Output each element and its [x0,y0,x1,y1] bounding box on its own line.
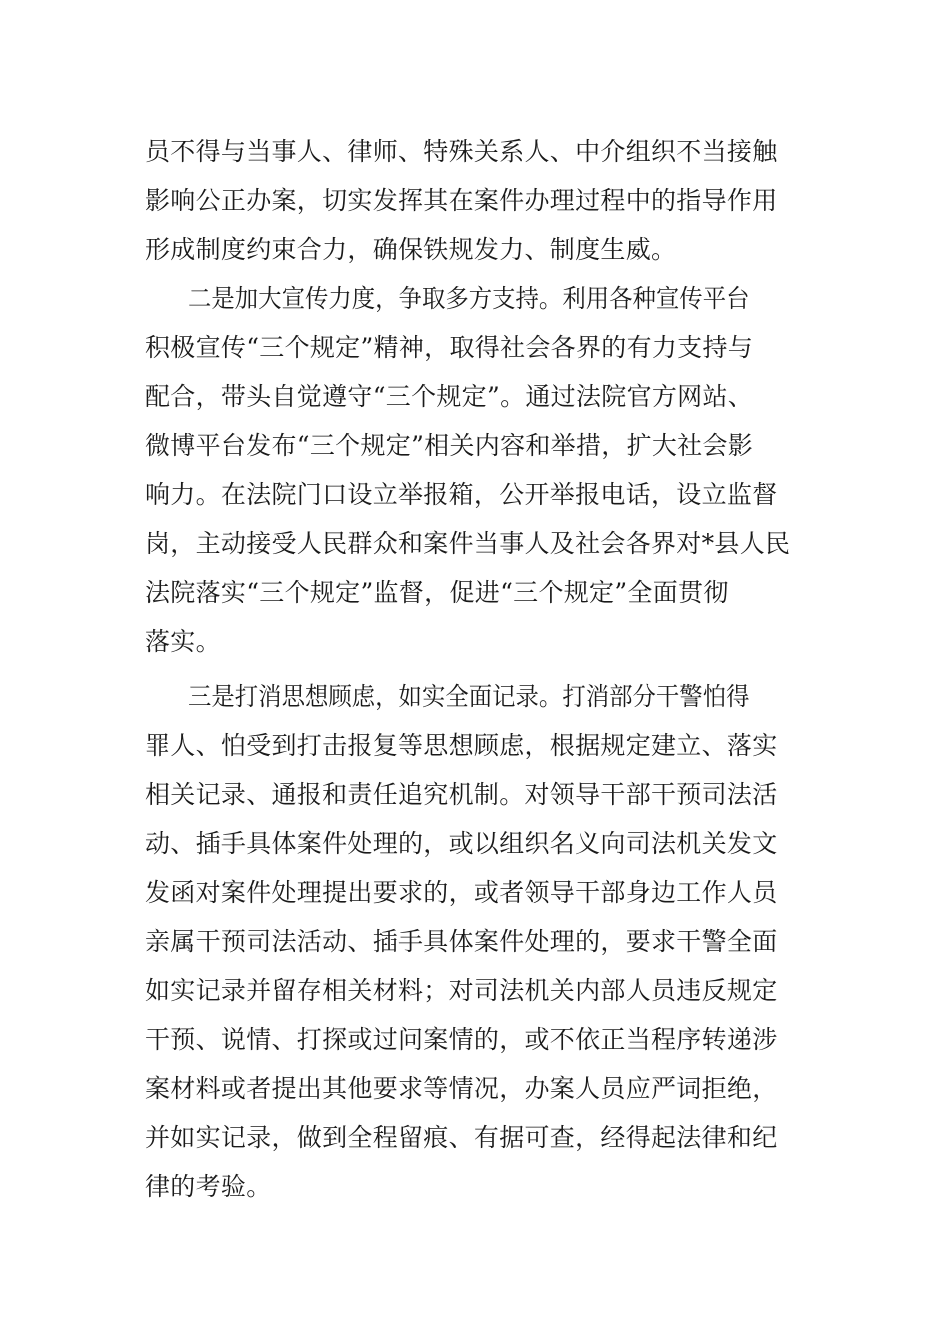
text-line: 岗，主动接受人民群众和案件当事人及社会各界对*县人民 [145,529,791,558]
text-line: 形成制度约束合力，确保铁规发力、制度生威。 [145,235,677,264]
text-line: 配合，带头自觉遵守“三个规定”。通过法院官方网站、 [145,382,754,411]
text-line: 如实记录并留存相关材料；对司法机关内部人员违反规定 [145,976,778,1005]
paragraph-start-line: 三是打消思想顾虑，如实全面记录。打消部分干警怕得 [188,682,750,711]
text-line: 落实。 [145,627,221,656]
text-line: 案材料或者提出其他要求等情况，办案人员应严词拒绝， [145,1074,778,1103]
text-line: 发函对案件处理提出要求的，或者领导干部身边工作人员 [145,878,778,907]
text-line: 微博平台发布“三个规定”相关内容和举措，扩大社会影 [145,431,754,460]
text-line: 并如实记录，做到全程留痕、有据可查，经得起法律和纪 [145,1123,778,1152]
paragraph-start-line: 二是加大宣传力度，争取多方支持。利用各种宣传平台 [188,284,750,313]
text-line: 响力。在法院门口设立举报箱，公开举报电话，设立监督 [145,480,778,509]
text-line: 影响公正办案，切实发挥其在案件办理过程中的指导作用 [145,186,778,215]
text-line: 干预、说情、打探或过问案情的，或不依正当程序转递涉 [145,1025,778,1054]
text-line: 罪人、怕受到打击报复等思想顾虑，根据规定建立、落实 [145,731,778,760]
text-line: 律的考验。 [145,1172,272,1201]
text-line: 积极宣传“三个规定”精神，取得社会各界的有力支持与 [145,333,754,362]
text-line: 动、插手具体案件处理的，或以组织名义向司法机关发文 [145,829,778,858]
text-line: 法院落实“三个规定”监督，促进“三个规定”全面贯彻 [145,578,729,607]
text-line: 亲属干预司法活动、插手具体案件处理的，要求干警全面 [145,927,778,956]
text-line: 相关记录、通报和责任追究机制。对领导干部干预司法活 [145,780,778,809]
text-line: 员不得与当事人、律师、特殊关系人、中介组织不当接触 [145,137,778,166]
